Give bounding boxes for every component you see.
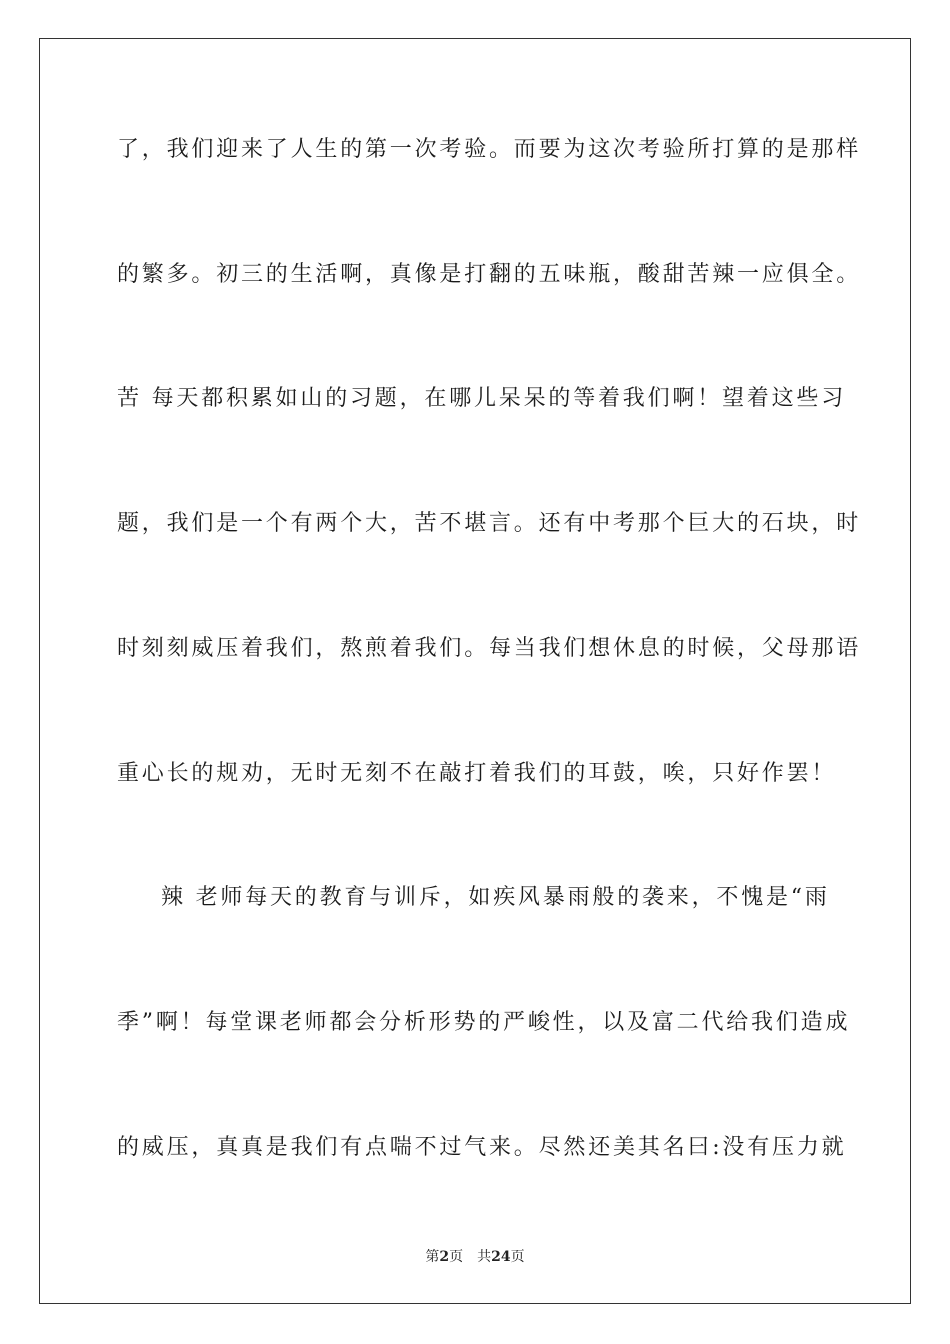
paragraph-line-8: 季”啊！每堂课老师都会分析形势的严峻性，以及富二代给我们造成 [117, 1010, 851, 1035]
page-prefix: 第 [425, 1249, 440, 1265]
page-suffix: 页 [449, 1249, 464, 1265]
page-border [39, 38, 911, 1304]
paragraph-line-6: 重心长的规劝，无时无刻不在敲打着我们的耳鼓，唉，只好作罢！ [117, 761, 837, 786]
paragraph-line-4: 题，我们是一个有两个大，苦不堪言。还有中考那个巨大的石块，时 [117, 511, 862, 536]
paragraph-line-2: 的繁多。初三的生活啊，真像是打翻的五味瓶，酸甜苦辣一应俱全。 [117, 262, 862, 287]
total-suffix: 页 [510, 1249, 525, 1265]
total-prefix: 共 [477, 1249, 492, 1265]
page-number: 2 [439, 1249, 450, 1265]
paragraph-line-3: 苦 每天都积累如山的习题，在哪儿呆呆的等着我们啊！望着这些习 [117, 386, 846, 411]
paragraph-line-9: 的威压，真真是我们有点喘不过气来。尽然还美其名曰:没有压力就 [117, 1135, 847, 1160]
paragraph-line-5: 时刻刻威压着我们，熬煎着我们。每当我们想休息的时候，父母那语 [117, 636, 862, 661]
paragraph-line-1: 了，我们迎来了人生的第一次考验。而要为这次考验所打算的是那样 [117, 137, 862, 162]
paragraph-line-7: 辣 老师每天的教育与训斥，如疾风暴雨般的袭来，不愧是“雨 [161, 885, 830, 910]
page-footer [0, 1248, 950, 1266]
total-pages: 24 [491, 1249, 511, 1265]
